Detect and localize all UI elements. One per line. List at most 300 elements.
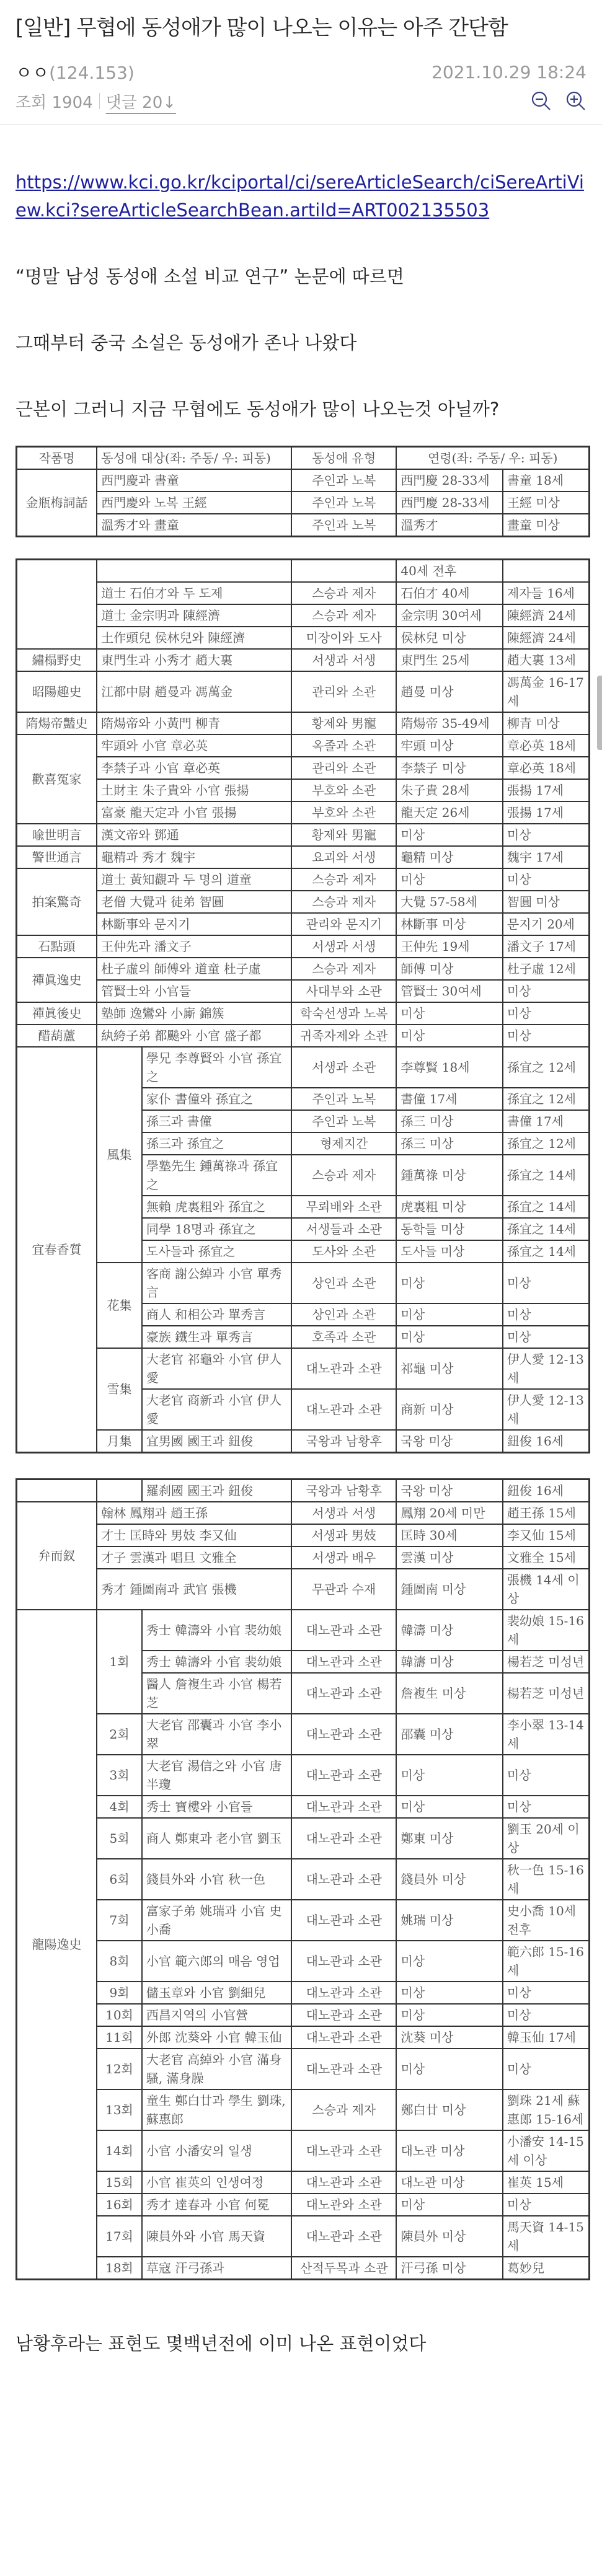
- work-title: 歡喜冤家: [17, 734, 97, 824]
- table-cell: 스승과 제자: [291, 2089, 396, 2130]
- table-cell: 李禁子과 小官 章必英: [97, 757, 291, 779]
- table-cell: 隋煬帝와 小黃門 柳青: [97, 712, 291, 734]
- post-date: 2021.10.29 18:24: [432, 61, 587, 82]
- table-row: [17, 1480, 590, 1502]
- table-cell: 汗弓孫 미상: [396, 2257, 502, 2280]
- table-cell: 趙曼 미상: [396, 671, 502, 712]
- table-cell: 孫三 미상: [396, 1132, 502, 1155]
- table-cell: 대노관과 소관: [291, 1389, 396, 1430]
- table-cell: 龜精과 秀才 魏宇: [97, 846, 291, 868]
- table-cell: 스승과 제자: [291, 604, 396, 627]
- table-cell: 鈕俊 16세: [503, 1480, 590, 1502]
- column-header: 동성애 유형: [291, 447, 396, 470]
- body-paragraph: “명말 남성 동성애 소설 비교 연구” 논문에 따르면: [15, 266, 404, 287]
- table-row: [17, 712, 590, 734]
- table-cell: 孫宜之 14세: [503, 1240, 590, 1263]
- table-cell: 산적두목과 소관: [291, 2257, 396, 2280]
- table-cell: 미상: [503, 824, 590, 846]
- table-cell: 미상: [503, 1303, 590, 1326]
- table-cell: 孫三 미상: [396, 1110, 502, 1132]
- table-cell: 楊若芝 미성년: [503, 1651, 590, 1673]
- table-row: [17, 514, 590, 537]
- table-cell: 대노관과 소관: [291, 1651, 396, 1673]
- table-cell: 孫宜之 12세: [503, 1047, 590, 1088]
- table-cell: 大覺 57-58세: [396, 891, 502, 913]
- table-row: [17, 1569, 590, 1610]
- chapter-number: 9회: [97, 1982, 142, 2004]
- table-cell: 醫人 詹複生과 小官 楊若芝: [142, 1673, 291, 1714]
- table-cell: 東門生과 小秀才 趙大裏: [97, 649, 291, 671]
- chapter-number: 3회: [97, 1755, 142, 1796]
- table-cell: 宜男國 國王과 鈕俊: [142, 1430, 291, 1453]
- table-cell: 서생과 男妓: [291, 1524, 396, 1546]
- table-row: [17, 801, 590, 824]
- table-cell: 미상: [503, 980, 590, 1002]
- table-row: [17, 1610, 590, 1651]
- table-cell: 道士 石伯才와 두 도제: [97, 582, 291, 604]
- table-cell: 朱子貴 28세: [396, 779, 502, 801]
- text-zoom-controls: [531, 90, 587, 112]
- table-row: [17, 846, 590, 868]
- table-cell: 孫宜之 14세: [503, 1155, 590, 1196]
- table-cell: 미상: [396, 1263, 502, 1303]
- table-cell: 章必英 18세: [503, 734, 590, 757]
- table-cell: 미상: [396, 2004, 502, 2026]
- table-cell: 邵囊 미상: [396, 1714, 502, 1755]
- table-cell: 대노관과 소관: [291, 1755, 396, 1796]
- table-cell: 陳經濟 24세: [503, 604, 590, 627]
- section-title: 月集: [97, 1430, 142, 1453]
- table-cell: 대노관과 소관: [291, 1673, 396, 1714]
- table-cell: 學塾先生 鍾萬祿과 孫宜之: [142, 1155, 291, 1196]
- table-cell: 무뢰배와 소관: [291, 1196, 396, 1218]
- table-cell: 馬天資 14-15세: [503, 2216, 590, 2257]
- table-cell: 대노관과 소관: [291, 2216, 396, 2257]
- table-cell: 秀才 鍾圖南과 武官 張機: [97, 1569, 291, 1610]
- table-cell: 미상: [396, 1326, 502, 1348]
- divider: [99, 93, 100, 109]
- table-cell: 대노관과 소관: [291, 2130, 396, 2171]
- post-body: [0, 169, 602, 2358]
- work-title: 昭陽趣史: [17, 671, 97, 712]
- table-cell: 老僧 大覺과 徒弟 智圓: [97, 891, 291, 913]
- table-cell: 石伯才 40세: [396, 582, 502, 604]
- table-cell: 秀士 寶樓와 小官들: [142, 1796, 291, 1818]
- table-cell: 40세 전후: [396, 560, 502, 583]
- table-cell: 鍾圖南 미상: [396, 1569, 502, 1610]
- table-cell: 미상: [396, 1303, 502, 1326]
- table-cell: 書僮 17세: [396, 1088, 502, 1110]
- table-cell: 서생과 소관: [291, 1047, 396, 1088]
- table-cell: [291, 560, 396, 583]
- table-cell: 鄭東 미상: [396, 1818, 502, 1859]
- table-cell: 대노관과 소관: [291, 1900, 396, 1941]
- table-cell: 서생들과 소관: [291, 1218, 396, 1240]
- table-cell: 미상: [503, 2194, 590, 2216]
- table-row: [17, 2171, 590, 2194]
- work-title: 繡榻野史: [17, 649, 97, 671]
- zoom-in-icon[interactable]: [565, 90, 587, 112]
- table-cell: 대노관과 소관: [291, 2004, 396, 2026]
- table-cell: 동학들 미상: [396, 1218, 502, 1240]
- table-cell: 미상: [396, 824, 502, 846]
- table-cell: 미상: [396, 1025, 502, 1047]
- table-cell: 미상: [503, 1025, 590, 1047]
- table-cell: 草寇 汗弓孫과: [142, 2257, 291, 2280]
- table-cell: 小官 崔英의 인생여정: [142, 2171, 291, 2194]
- table-cell: 江都中尉 趙曼과 馮萬金: [97, 671, 291, 712]
- table-cell: 李禁子 미상: [396, 757, 502, 779]
- table-cell: 豪族 鐵生과 單秀言: [142, 1326, 291, 1348]
- table-cell: 스승과 제자: [291, 958, 396, 980]
- table-cell: 요괴와 서생: [291, 846, 396, 868]
- table-cell: 미상: [503, 1263, 590, 1303]
- table-cell: 스승과 제자: [291, 1155, 396, 1196]
- work-title: 隋煬帝豔史: [17, 712, 97, 734]
- table-cell: 紈絝子弟 都飈와 小官 盛子都: [97, 1025, 291, 1047]
- table-cell: 대노관 미상: [396, 2171, 502, 2194]
- post-stats: [15, 90, 176, 113]
- paper-table-image-3: [15, 1478, 590, 2280]
- table-row: [17, 1900, 590, 1941]
- chapter-number: 4회: [97, 1796, 142, 1818]
- table-cell: 대노관과 소관: [291, 2026, 396, 2049]
- table-cell: 隋煬帝 35-49세: [396, 712, 502, 734]
- table-row: [17, 824, 590, 846]
- table-row: [17, 649, 590, 671]
- zoom-out-icon[interactable]: [531, 90, 552, 112]
- table-cell: 미상: [503, 1796, 590, 1818]
- table-row: [17, 2130, 590, 2171]
- table-cell: 陳員外와 小官 馬天資: [142, 2216, 291, 2257]
- table-cell: 미상: [396, 2194, 502, 2216]
- table-row: [17, 2194, 590, 2216]
- table-cell: 楊若芝 미성년: [503, 1673, 590, 1714]
- table-cell: 才士 匡時와 男妓 李又仙: [97, 1524, 291, 1546]
- table-cell: 溫秀才와 畫童: [97, 514, 291, 537]
- chapter-number: 12회: [97, 2049, 142, 2089]
- table-cell: 管賢士와 小官들: [97, 980, 291, 1002]
- table-cell: 상인과 소관: [291, 1263, 396, 1303]
- table-cell: [97, 560, 291, 583]
- table-cell: 祁龜 미상: [396, 1348, 502, 1389]
- table-cell: 劉玉 20세 이상: [503, 1818, 590, 1859]
- table-row: [17, 469, 590, 492]
- table-cell: 학숙선생과 노복: [291, 1002, 396, 1025]
- table-row: [17, 2089, 590, 2130]
- author-info: [15, 60, 135, 84]
- work-title: 弁而釵: [17, 1502, 97, 1610]
- table-cell: 미상: [396, 2049, 502, 2089]
- table-cell: 土作頭兒 侯林兒와 陳經濟: [97, 627, 291, 649]
- table-cell: 스승과 제자: [291, 891, 396, 913]
- table-cell: 道士 黃知觀과 두 명의 道童: [97, 868, 291, 891]
- table-cell: 鳳翔 20세 미만: [396, 1502, 502, 1524]
- table-cell: 劉珠 21세 蘇惠郎 15-16세: [503, 2089, 590, 2130]
- table-cell: 호족과 소관: [291, 1326, 396, 1348]
- work-title: 禪眞逸史: [17, 958, 97, 1002]
- table-cell: 溫秀才: [396, 514, 502, 537]
- table-cell: 사대부와 소관: [291, 980, 396, 1002]
- chapter-number: 8회: [97, 1941, 142, 1982]
- table-cell: 儲玉章와 小官 劉細兒: [142, 1982, 291, 2004]
- table-cell: 미상: [503, 1326, 590, 1348]
- table-row: [17, 582, 590, 604]
- work-title: [17, 560, 97, 650]
- table-cell: 미상: [503, 1982, 590, 2004]
- table-cell: 鈕俊 16세: [503, 1430, 590, 1453]
- table-cell: 대노관 미상: [396, 2130, 502, 2171]
- table-row: [17, 1430, 590, 1453]
- table-cell: 孫宜之 14세: [503, 1196, 590, 1218]
- table-cell: 孫宜之 12세: [503, 1132, 590, 1155]
- table-cell: 문지기 20세: [503, 913, 590, 935]
- table-row: [17, 1524, 590, 1546]
- table-cell: 대노관와 소관: [291, 2194, 396, 2216]
- table-cell: 匡時 30세: [396, 1524, 502, 1546]
- table-cell: 小官 小潘安의 일생: [142, 2130, 291, 2171]
- column-header: 동성애 대상(좌: 주동/ 우: 피동): [97, 447, 291, 470]
- table-cell: 서생과 서생: [291, 649, 396, 671]
- chapter-number: 7회: [97, 1900, 142, 1941]
- table-row: [17, 2026, 590, 2049]
- table-cell: 羅刹國 國王과 鈕俊: [142, 1480, 291, 1502]
- table-cell: 귀족자제와 소관: [291, 1025, 396, 1047]
- table-cell: 錢員外 미상: [396, 1859, 502, 1900]
- table-cell: 沈葵 미상: [396, 2026, 502, 2049]
- table-cell: 관리와 소관: [291, 757, 396, 779]
- table-cell: 대노관과 소관: [291, 1610, 396, 1651]
- table-cell: 李小翠 13-14세: [503, 1714, 590, 1755]
- body-paragraph: 남황후라는 표현도 몇백년전에 이미 나온 표현이었다: [15, 2333, 427, 2354]
- table-cell: 부호와 소관: [291, 779, 396, 801]
- table-cell: 황제와 男寵: [291, 712, 396, 734]
- table-cell: 미상: [396, 1002, 502, 1025]
- table-row: [17, 2004, 590, 2026]
- table-cell: 小官 範六郎의 매음 영업: [142, 1941, 291, 1982]
- table-cell: 李尊賢 18세: [396, 1047, 502, 1088]
- table-cell: 崔英 15세: [503, 2171, 590, 2194]
- table-cell: 대노관과 소관: [291, 2171, 396, 2194]
- table-cell: 陳經濟 24세: [503, 627, 590, 649]
- table-cell: 潘文子 17세: [503, 935, 590, 958]
- paper-table-image-1: [15, 446, 590, 537]
- table-cell: 제자들 16세: [503, 582, 590, 604]
- section-title: [97, 1480, 142, 1502]
- table-cell: 秋一色 15-16세: [503, 1859, 590, 1900]
- table-cell: 葛妙兒: [503, 2257, 590, 2280]
- table-cell: 孫宜之 14세: [503, 1218, 590, 1240]
- table-cell: 裴幼娘 15-16세: [503, 1610, 590, 1651]
- table-cell: 外郎 沈葵와 小官 韓玉仙: [142, 2026, 291, 2049]
- table-cell: 杜子虛의 師傅와 道童 杜子虛: [97, 958, 291, 980]
- chapter-number: 14회: [97, 2130, 142, 2171]
- table-cell: 부호와 소관: [291, 801, 396, 824]
- paper-table-image-2: [15, 558, 590, 1453]
- table-cell: 미장이와 도사: [291, 627, 396, 649]
- column-header: 작품명: [17, 447, 97, 470]
- table-cell: 大老官 邵囊과 小官 李小翠: [142, 1714, 291, 1755]
- table-cell: 西昌지역의 小官營: [142, 2004, 291, 2026]
- source-link[interactable]: https://www.kci.go.kr/kciportal/ci/sereArticleSearch/ciSereArtiView.kci?sereArticleSearchBean.artiId=ART002135503: [15, 172, 584, 221]
- chapter-number: 1회: [97, 1610, 142, 1714]
- work-title: 禪眞後史: [17, 1002, 97, 1025]
- table-cell: 師傅 미상: [396, 958, 502, 980]
- author-name[interactable]: ㅇㅇ: [15, 63, 50, 83]
- table-row: [17, 734, 590, 757]
- table-row: [17, 757, 590, 779]
- table-row: [17, 1755, 590, 1796]
- table-row: [17, 935, 590, 958]
- table-cell: 국왕 미상: [396, 1430, 502, 1453]
- section-title: 花集: [97, 1263, 142, 1348]
- table-row: [17, 868, 590, 891]
- scrollbar[interactable]: [597, 676, 602, 750]
- table-cell: 孫宜之 12세: [503, 1088, 590, 1110]
- table-cell: 範六郎 15-16세: [503, 1941, 590, 1982]
- chapter-number: 5회: [97, 1818, 142, 1859]
- table-cell: 書僮 17세: [503, 1110, 590, 1132]
- table-cell: 畫童 미상: [503, 514, 590, 537]
- table-cell: 미상: [503, 2049, 590, 2089]
- work-title: 醋葫蘆: [17, 1025, 97, 1047]
- table-row: [17, 891, 590, 913]
- table-cell: 童生 鄭白廿과 學生 劉珠, 蘇惠郎: [142, 2089, 291, 2130]
- table-cell: 대노관과 소관: [291, 2049, 396, 2089]
- table-cell: 스승과 제자: [291, 582, 396, 604]
- table-cell: 張機 14세 이상: [503, 1569, 590, 1610]
- table-row: [17, 2049, 590, 2089]
- table-row: [17, 1714, 590, 1755]
- chapter-number: 17회: [97, 2216, 142, 2257]
- table-cell: 林斷事와 문지기: [97, 913, 291, 935]
- table-row: [17, 1348, 590, 1389]
- table-cell: 대노관과 소관: [291, 1982, 396, 2004]
- table-cell: 미상: [396, 868, 502, 891]
- table-cell: 도사와 소관: [291, 1240, 396, 1263]
- table-cell: 趙大裏 13세: [503, 649, 590, 671]
- table-row: [17, 2216, 590, 2257]
- table-cell: 富家子弟 姚瑞과 小官 史小喬: [142, 1900, 291, 1941]
- table-cell: 국왕과 남황후: [291, 1430, 396, 1453]
- table-cell: 學兄 李尊賢와 小官 孫宜之: [142, 1047, 291, 1088]
- table-row: [17, 447, 590, 470]
- table-row: [17, 671, 590, 712]
- table-cell: 秀士 韓濤와 小官 裴幼娘: [142, 1610, 291, 1651]
- table-cell: 관리와 문지기: [291, 913, 396, 935]
- body-paragraph: 그때부터 중국 소설은 동성애가 존나 나왔다: [15, 332, 357, 353]
- table-cell: 雲漢 미상: [396, 1546, 502, 1569]
- post-title: [일반] 무협에 동성애가 많이 나오는 이유는 아주 간단함: [15, 15, 508, 40]
- table-cell: 상인과 소관: [291, 1303, 396, 1326]
- table-cell: 伊人愛 12-13세: [503, 1389, 590, 1430]
- table-cell: 西門慶 28-33세: [396, 492, 502, 514]
- table-cell: 주인과 노복: [291, 469, 396, 492]
- table-row: [17, 1818, 590, 1859]
- table-cell: 金宗明 30여세: [396, 604, 502, 627]
- table-row: [17, 1546, 590, 1569]
- table-cell: 商人 鄭東과 老小官 劉玉: [142, 1818, 291, 1859]
- body-paragraph: 근본이 그러니 지금 무협에도 동성애가 많이 나오는것 아닐까?: [15, 399, 500, 420]
- table-row: [17, 980, 590, 1002]
- table-cell: 管賢士 30여세: [396, 980, 502, 1002]
- chapter-number: 2회: [97, 1714, 142, 1755]
- table-cell: 馮萬金 16-17세: [503, 671, 590, 712]
- table-cell: 侯林兒 미상: [396, 627, 502, 649]
- table-cell: 주인과 노복: [291, 492, 396, 514]
- table-cell: 龍天定 26세: [396, 801, 502, 824]
- table-row: [17, 779, 590, 801]
- table-cell: 土財主 朱子貴와 小官 張揚: [97, 779, 291, 801]
- chapter-number: 11회: [97, 2026, 142, 2049]
- table-row: [17, 1263, 590, 1303]
- table-cell: 도사들과 孫宜之: [142, 1240, 291, 1263]
- table-cell: 牢頭 미상: [396, 734, 502, 757]
- table-row: [17, 627, 590, 649]
- table-cell: 李又仙 15세: [503, 1524, 590, 1546]
- table-cell: 주인과 노복: [291, 514, 396, 537]
- comment-count-link[interactable]: 댓글 20↓: [105, 93, 177, 112]
- column-header: 연령(좌: 주동/ 우: 피동): [396, 447, 589, 470]
- table-cell: 대노관과 소관: [291, 1714, 396, 1755]
- table-cell: 大老官 祁龜와 小官 伊人愛: [142, 1348, 291, 1389]
- table-cell: 杜子虛 12세: [503, 958, 590, 980]
- table-cell: 商人 和相公과 單秀言: [142, 1303, 291, 1326]
- table-cell: 서생과 배우: [291, 1546, 396, 1569]
- view-count: 조회 1904: [15, 93, 93, 112]
- table-cell: 塾師 逸鸞와 小廝 錦簇: [97, 1002, 291, 1025]
- author-row: [15, 58, 587, 86]
- table-cell: 대노관과 소관: [291, 1796, 396, 1818]
- table-cell: 張揚 17세: [503, 801, 590, 824]
- table-cell: 鍾萬祿 미상: [396, 1155, 502, 1196]
- table-cell: 서생과 서생: [291, 935, 396, 958]
- table-row: [17, 1502, 590, 1524]
- table-cell: 大老官 湯信之와 小官 唐半瓊: [142, 1755, 291, 1796]
- table-cell: 국왕과 남황후: [291, 1480, 396, 1502]
- table-row: [17, 1002, 590, 1025]
- table-cell: 주인과 노복: [291, 1110, 396, 1132]
- stats-row: [15, 86, 587, 117]
- chapter-number: 13회: [97, 2089, 142, 2130]
- table-cell: 史小喬 10세 전후: [503, 1900, 590, 1941]
- table-cell: 東門生 25세: [396, 649, 502, 671]
- work-title: 喩世明言: [17, 824, 97, 846]
- table-cell: 虎裏粗 미상: [396, 1196, 502, 1218]
- table-cell: 秀才 達春과 小官 何冕: [142, 2194, 291, 2216]
- table-cell: 張揚 17세: [503, 779, 590, 801]
- author-ip: (124.153): [49, 63, 135, 83]
- work-title: 警世通言: [17, 846, 97, 868]
- table-cell: 스승과 제자: [291, 868, 396, 891]
- work-title: 龍陽逸史: [17, 1610, 97, 2280]
- table-cell: 客商 謝公綽과 小官 單秀言: [142, 1263, 291, 1303]
- chapter-number: 16회: [97, 2194, 142, 2216]
- table-cell: 孫三과 孫宜之: [142, 1132, 291, 1155]
- work-title: [17, 1480, 97, 1502]
- table-cell: 西門慶 28-33세: [396, 469, 502, 492]
- table-cell: 詹複生 미상: [396, 1673, 502, 1714]
- table-cell: 才子 雲漢과 唱旦 文雅全: [97, 1546, 291, 1569]
- work-title: 宜春香質: [17, 1047, 97, 1453]
- table-row: [17, 560, 590, 583]
- table-row: [17, 1941, 590, 1982]
- table-row: [17, 492, 590, 514]
- table-cell: 형제지간: [291, 1132, 396, 1155]
- table-cell: 韓濤 미상: [396, 1651, 502, 1673]
- table-cell: 西門慶와 노복 王經: [97, 492, 291, 514]
- table-cell: 王經 미상: [503, 492, 590, 514]
